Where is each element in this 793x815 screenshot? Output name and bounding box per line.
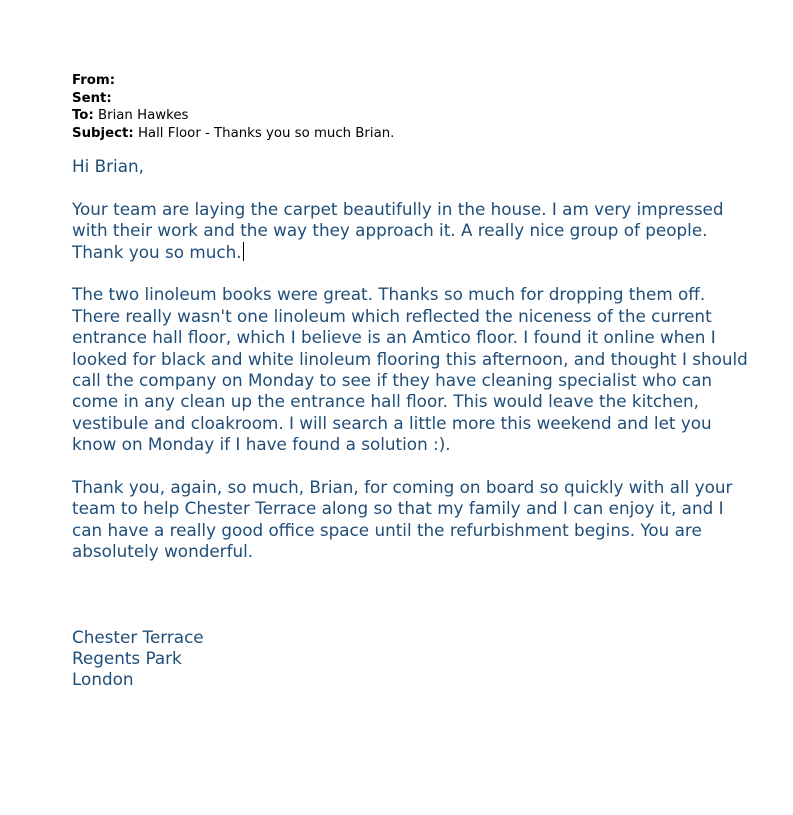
paragraph-1-text: Your team are laying the carpet beautifully in the house. I am very impressed with their work and the way they approach it. A really nice group of people. Thank you so much.	[72, 198, 724, 262]
email-header	[72, 72, 752, 142]
email-message	[72, 72, 752, 690]
text-cursor	[243, 242, 244, 261]
subject-row	[72, 125, 752, 143]
to-row	[72, 107, 752, 125]
from-label: From:	[72, 73, 116, 88]
paragraph-1	[72, 199, 752, 263]
to-label: To:	[72, 108, 94, 123]
signature-line: London	[72, 668, 134, 689]
signature-block	[72, 627, 752, 690]
sent-label: Sent:	[72, 90, 112, 106]
from-row	[72, 72, 752, 90]
email-body[interactable]	[72, 156, 752, 563]
signature-line: Chester Terrace	[72, 626, 204, 647]
paragraph-3: Thank you, again, so much, Brian, for coming on board so quickly with all your team to help Chester Terrace along so that my family and I can enjoy it, and I can have a really good office space until the refurbishment begins. You are absolutely wonderful.	[72, 477, 733, 562]
greeting: Hi Brian,	[72, 156, 144, 176]
subject-value: Hall Floor - Thanks you so much Brian.	[137, 125, 395, 141]
signature-line: Regents Park	[72, 647, 182, 668]
subject-label: Subject:	[72, 125, 134, 141]
paragraph-2: The two linoleum books were great. Thanks so much for dropping them off. There really wasn't one linoleum which reflected the niceness of the current entrance hall floor, which I believe is an Amtico floor. I found it online when I looked for black and white linoleum flooring this afternoon, and thought I should call the company on Monday to see if they have cleaning specialist who can come in any clean up the entrance hall floor. This would leave the kitchen, vestibule and cloakroom. I will search a little more this weekend and let you know on Monday if I have found a solution :).	[72, 284, 748, 455]
sent-row	[72, 90, 752, 108]
to-value: Brian Hawkes	[98, 108, 189, 123]
